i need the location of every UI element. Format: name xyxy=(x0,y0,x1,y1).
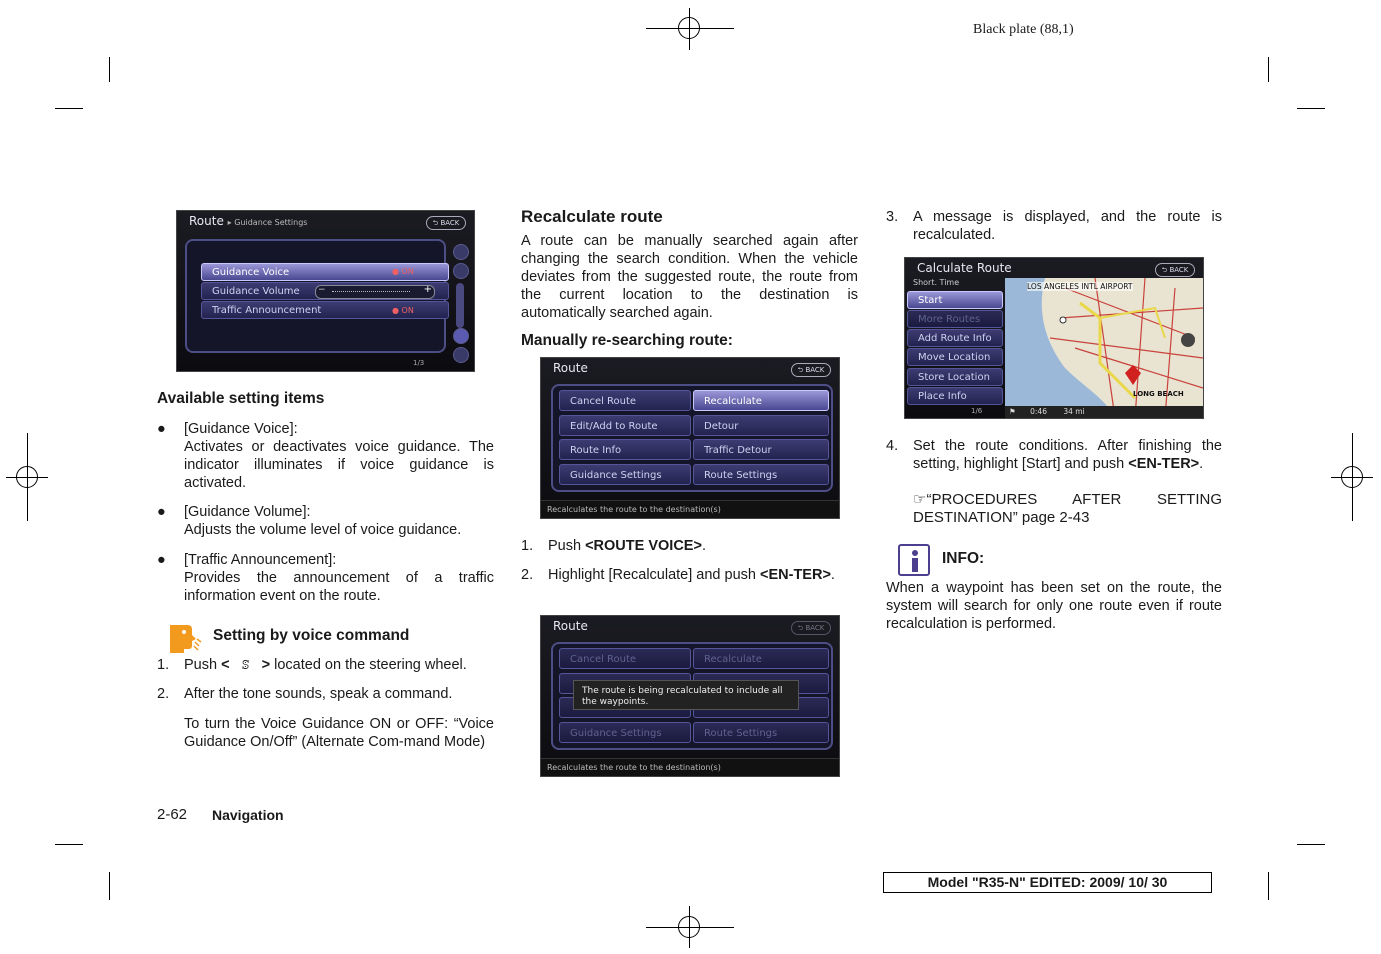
recalculating-screen xyxy=(540,615,840,777)
move-location-button[interactable]: Move Location xyxy=(907,348,1003,366)
volume-slider[interactable] xyxy=(315,285,435,299)
bullet-icon: ● xyxy=(157,504,166,520)
volume-plus-icon[interactable]: + xyxy=(423,284,432,295)
map-label-long-beach: LONG BEACH xyxy=(1133,390,1184,398)
item-title: [Guidance Volume]: xyxy=(184,504,311,520)
page-indicator: 1/6 xyxy=(971,407,983,415)
route-info-button[interactable]: Route Info xyxy=(559,439,691,460)
scroll-button-top[interactable] xyxy=(453,244,469,260)
voice-command-icon xyxy=(168,623,202,653)
back-button[interactable]: ⮌ BACK xyxy=(791,363,831,377)
store-location-button[interactable]: Store Location xyxy=(907,368,1003,386)
talk-switch-icon: ꕷ xyxy=(241,658,250,672)
item-desc: Activates or deactivates voice guidance. The indicator illuminates if voice guidance is activated. xyxy=(184,439,494,491)
section-heading: Recalculate route xyxy=(521,207,663,226)
traffic-announcement-on-indicator: ● ON xyxy=(392,306,414,315)
scroll-button-bottom[interactable] xyxy=(453,347,469,363)
recalculating-message: The route is being recalculated to include all the waypoints. xyxy=(573,680,799,710)
reference-link[interactable]: ☞“PROCEDURES AFTER SETTING DESTINATION” page 2-43 xyxy=(913,491,1222,526)
volume-track xyxy=(332,291,410,292)
screen-title: Route xyxy=(189,214,224,228)
back-button[interactable]: ⮌ BACK xyxy=(791,621,831,635)
info-icon xyxy=(898,544,930,576)
edit-add-route-button[interactable]: Edit/Add to Route xyxy=(559,415,691,436)
info-heading: INFO: xyxy=(942,550,985,567)
traffic-detour-button[interactable]: Traffic Detour xyxy=(693,439,829,460)
status-bar: Recalculates the route to the destination(s) xyxy=(541,500,839,518)
info-text: When a waypoint has been set on the route, the system will search for only one route even if route recalculation is performed. xyxy=(886,580,1222,632)
place-info-button[interactable]: Place Info xyxy=(907,387,1003,405)
section-intro: A route can be manually searched again after changing the search condition. When the vehicle deviates from the suggested route, the route from the current location to the destination is automatically searched again. xyxy=(521,233,858,321)
guidance-voice-on-indicator: ● ON xyxy=(392,267,414,276)
map-flag-icon: ⚑ xyxy=(1009,407,1016,416)
plate-label: Black plate (88,1) xyxy=(973,22,1074,37)
back-button[interactable]: ⮌ BACK xyxy=(1155,263,1195,277)
screen-title: Route xyxy=(553,619,588,633)
route-time: 0:46 xyxy=(1030,407,1047,416)
voice-command-heading: Setting by voice command xyxy=(213,627,410,644)
route-map[interactable] xyxy=(1005,278,1203,418)
voice-note: To turn the Voice Guidance ON or OFF: “Voice Guidance On/Off” (Alternate Com-mand Mode) xyxy=(184,716,494,750)
start-button[interactable]: Start xyxy=(907,291,1003,309)
detour-button[interactable]: Detour xyxy=(693,415,829,436)
available-heading: Available setting items xyxy=(157,390,325,407)
scrollbar[interactable] xyxy=(456,283,464,328)
item-desc: Adjusts the volume level of voice guidance. xyxy=(184,522,462,538)
section-name: Navigation xyxy=(212,807,284,823)
more-routes-button[interactable]: More Routes xyxy=(907,310,1003,328)
calculate-route-screen xyxy=(904,257,1204,419)
model-box: Model "R35-N" EDITED: 2009/ 10/ 30 xyxy=(883,872,1212,893)
route-menu-screen xyxy=(540,357,840,519)
bullet-icon: ● xyxy=(157,421,166,437)
item-title: [Guidance Voice]: xyxy=(184,421,298,437)
screen-title: Route xyxy=(553,361,588,375)
scroll-button-up[interactable] xyxy=(453,263,469,279)
reference-hand-icon: ☞ xyxy=(913,491,927,508)
route-option-label: Short. Time xyxy=(913,278,960,287)
guidance-volume-row[interactable]: Guidance Volume xyxy=(201,282,449,300)
guidance-voice-row[interactable]: Guidance Voice xyxy=(201,263,449,281)
cancel-route-button[interactable]: Cancel Route xyxy=(559,648,691,669)
bullet-icon: ● xyxy=(157,552,166,568)
screen-title: Calculate Route xyxy=(917,261,1012,275)
item-title: [Traffic Announcement]: xyxy=(184,552,337,568)
route-settings-button[interactable]: Route Settings xyxy=(693,464,829,485)
item-desc: Provides the announcement of a traffic information event on the route. xyxy=(184,570,494,604)
recalculate-button[interactable]: Recalculate xyxy=(693,390,829,411)
back-button[interactable]: ⮌ BACK xyxy=(426,216,466,230)
map-label-airport: LOS ANGELES INTL AIRPORT xyxy=(1027,282,1133,291)
status-bar: Recalculates the route to the destination(s) xyxy=(541,758,839,776)
guidance-settings-button[interactable]: Guidance Settings xyxy=(559,722,691,743)
cancel-route-button[interactable]: Cancel Route xyxy=(559,390,691,411)
volume-minus-icon[interactable]: − xyxy=(318,285,326,295)
guidance-settings-button[interactable]: Guidance Settings xyxy=(559,464,691,485)
route-distance: 34 mi xyxy=(1063,407,1085,416)
map-info-bar xyxy=(1005,406,1203,418)
recalculate-button[interactable]: Recalculate xyxy=(693,648,829,669)
guidance-settings-screen: Route ▸ Guidance Settings ⮌ BACK Guidance Voice ● ON Guidance Volume − + Traffic Announcement ● ON 1/3 xyxy=(176,210,475,372)
scroll-down-icon[interactable] xyxy=(453,328,469,344)
screen-subtitle: Guidance Settings xyxy=(234,218,308,227)
page-indicator: 1/3 xyxy=(413,359,425,367)
add-route-info-button[interactable]: Add Route Info xyxy=(907,329,1003,347)
page-number: 2-62 xyxy=(157,806,188,823)
route-settings-button[interactable]: Route Settings xyxy=(693,722,829,743)
traffic-announcement-row[interactable]: Traffic Announcement xyxy=(201,301,449,319)
sub-heading: Manually re-searching route: xyxy=(521,332,733,349)
